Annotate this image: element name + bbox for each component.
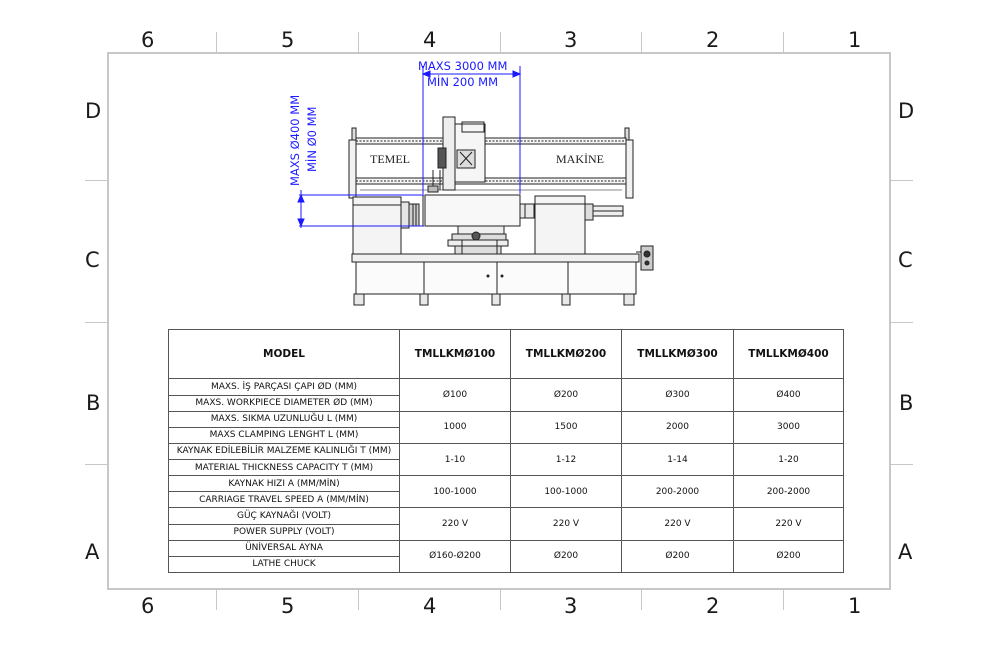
row-label-en: MAXS. WORKPIECE DIAMETER ØD (MM) [169,395,400,411]
frame-tick [891,180,913,181]
table-cell: Ø200 [511,379,622,411]
row-label-en: MAXS CLAMPING LENGHT L (MM) [169,427,400,443]
zone-row-label: B [86,391,101,415]
table-row [169,379,844,395]
table-cell: 220 V [511,508,622,540]
zone-col-label: 1 [848,28,862,52]
zone-col-label: 4 [423,594,437,618]
machine-drawing [280,58,660,314]
frame-tick [500,590,501,610]
control-pendant-icon [641,246,653,270]
row-label-en: LATHE CHUCK [169,556,400,572]
dimension-diameter-max: MAXS Ø400 MM [288,94,302,186]
zone-row-label: D [898,99,915,123]
frame-tick [641,32,642,52]
row-label-tr: MAXS. SIKMA UZUNLUĞU L (MM) [169,411,400,427]
frame-tick [891,464,913,465]
table-cell: 1-12 [511,443,622,475]
zone-row-label: A [898,540,913,564]
table-cell: 1500 [511,411,622,443]
row-label-tr: ÜNİVERSAL AYNA [169,540,400,556]
row-label-en: CARRIAGE TRAVEL SPEED A (MM/MİN) [169,492,400,508]
table-cell: 2000 [622,411,734,443]
zone-col-label: 2 [706,28,720,52]
table-row [169,411,844,427]
row-label-en: POWER SUPPLY (VOLT) [169,524,400,540]
zone-col-label: 2 [706,594,720,618]
frame-tick [783,590,784,610]
tailstock [535,196,585,254]
table-cell: 1-20 [734,443,844,475]
zone-row-label: D [85,99,102,123]
dimension-length-min: MİN 200 MM [427,75,499,89]
row-label-tr: MAXS. İŞ PARÇASI ÇAPI ØD (MM) [169,379,400,395]
header-cell-model-2: TMLLKMØ200 [511,330,622,379]
zone-col-label: 4 [423,28,437,52]
zone-row-label: A [85,540,100,564]
zone-row-label: C [85,248,100,272]
zone-row-label: C [898,248,913,272]
frame-tick [358,32,359,52]
table-cell: 1-14 [622,443,734,475]
table-cell: 220 V [400,508,511,540]
roller-support [458,226,504,234]
gantry-post-right [626,140,633,198]
row-label-tr: GÜÇ KAYNAĞI (VOLT) [169,508,400,524]
frame-tick [891,322,913,323]
table-cell: Ø400 [734,379,844,411]
brand-label-left: TEMEL [370,152,410,166]
gantry-post-left [349,140,356,198]
machine-base-cabinet [356,262,636,294]
table-header-row [169,330,844,379]
header-cell-model-1: TMLLKMØ100 [400,330,511,379]
table-cell: Ø100 [400,379,511,411]
zone-col-label: 3 [564,28,578,52]
table-cell: 100-1000 [400,476,511,508]
table-cell: 220 V [622,508,734,540]
table-cell: 200-2000 [734,476,844,508]
frame-tick [500,32,501,52]
dimension-length-max: MAXS 3000 MM [418,59,508,73]
brand-label-right: MAKİNE [556,152,604,166]
zone-col-label: 3 [564,594,578,618]
specification-table [168,329,844,573]
workpiece [425,195,520,226]
dimension-diameter-min: MİN Ø0 MM [305,106,319,172]
header-cell-model-3: TMLLKMØ300 [622,330,734,379]
frame-tick [85,464,107,465]
row-label-en: MATERIAL THICKNESS CAPACITY T (MM) [169,460,400,476]
frame-tick [783,32,784,52]
header-cell-model-4: TMLLKMØ400 [734,330,844,379]
zone-row-label: B [899,391,914,415]
frame-tick [85,322,107,323]
table-cell: 100-1000 [511,476,622,508]
table-cell: 1000 [400,411,511,443]
table-cell: Ø300 [622,379,734,411]
table-cell: 200-2000 [622,476,734,508]
table-cell: Ø200 [734,540,844,572]
table-cell: 1-10 [400,443,511,475]
table-cell: Ø200 [511,540,622,572]
table-cell: 3000 [734,411,844,443]
zone-col-label: 5 [281,594,295,618]
frame-tick [641,590,642,610]
frame-tick [216,590,217,610]
table-cell: Ø200 [622,540,734,572]
table-row [169,443,844,459]
table-row [169,476,844,492]
zone-col-label: 5 [281,28,295,52]
frame-tick [85,180,107,181]
table-cell: 220 V [734,508,844,540]
zone-col-label: 6 [141,28,155,52]
table-row [169,508,844,524]
frame-tick [216,32,217,52]
zone-col-label: 6 [141,594,155,618]
zone-col-label: 1 [848,594,862,618]
row-label-tr: KAYNAK HIZI A (MM/MİN) [169,476,400,492]
table-row [169,540,844,556]
row-label-tr: KAYNAK EDİLEBİLİR MALZEME KALINLIĞI T (MM) [169,443,400,459]
frame-tick [358,590,359,610]
machine-bed [352,254,639,262]
header-cell-model: MODEL [169,330,400,379]
table-cell: Ø160-Ø200 [400,540,511,572]
